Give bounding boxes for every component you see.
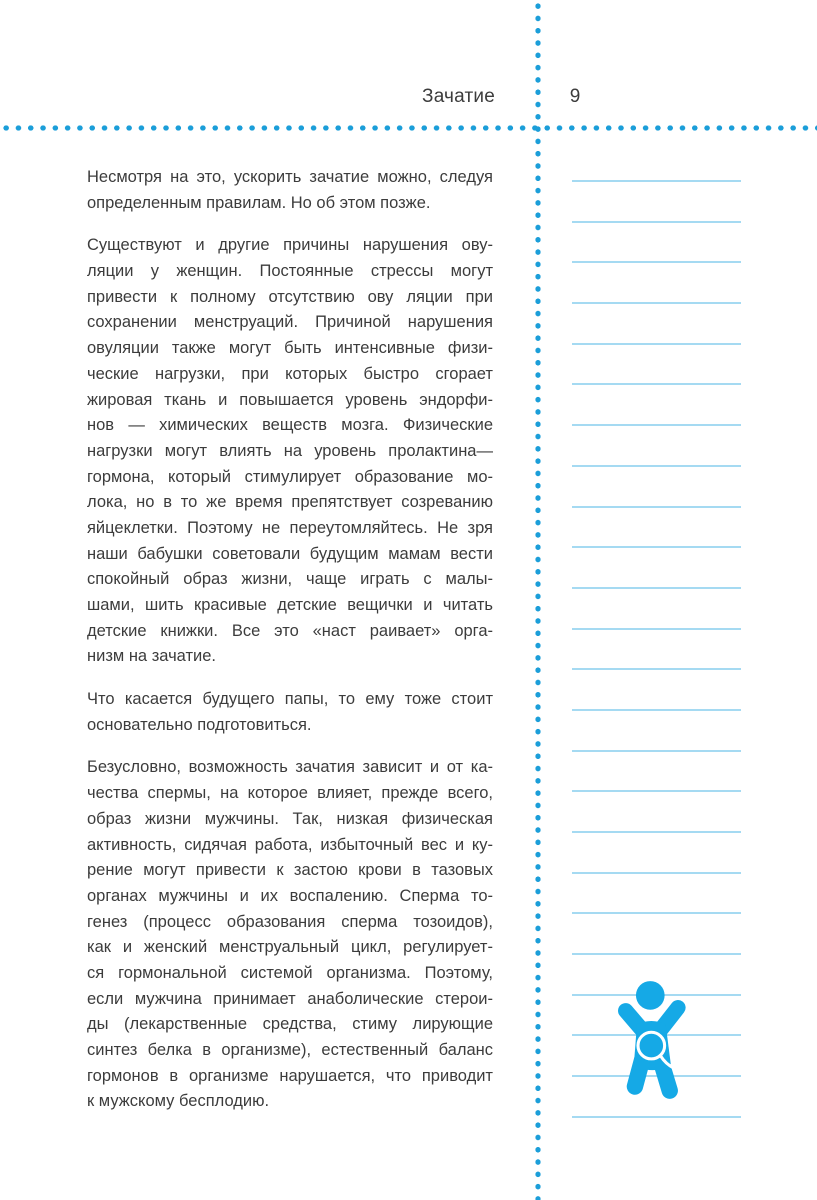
text-line: низм на зачатие.: [87, 647, 217, 666]
text-line: овуляции также могут быть интенсивные физи-: [87, 339, 493, 358]
note-rule-line: [572, 180, 741, 221]
text-line: чества спермы, на которое влияет, прежде всего,: [87, 784, 493, 803]
note-rule-line: [572, 465, 741, 506]
text-line: как и женский менструальный цикл, регулирует-: [87, 938, 493, 957]
text-line: гормона, который стимулирует образование мо-: [87, 467, 493, 486]
text-line: шами, шить красивые детские вещички и читать: [87, 596, 493, 614]
note-rule-line: [572, 709, 741, 750]
note-rule-line: [572, 424, 741, 465]
text-line: синтез белка в организме), естественный баланс: [87, 1041, 493, 1059]
vertical-dotted-divider: [534, 0, 542, 1200]
note-rule-line: [572, 668, 741, 709]
text-line: гормонов в организме нарушается, что приводит: [87, 1066, 493, 1085]
text-line: нагрузки могут влиять на уровень пролактина—: [87, 441, 493, 460]
text-line: Несмотря на это, ускорить зачатие можно, следуя: [87, 168, 493, 186]
note-rule-line: [572, 261, 741, 302]
note-rule-line: [572, 302, 741, 343]
text-line: спокойный образ жизни, чаще играть с малы-: [87, 570, 493, 589]
text-line: ды (лекарственные средства, стиму лирующие: [87, 1015, 493, 1034]
text-line: органах мужчины и их воспалению. Сперма то-: [87, 886, 493, 905]
paragraph: [87, 233, 493, 670]
text-line: нов — химических веществ мозга. Физические: [87, 416, 493, 435]
text-line: основательно подготовиться.: [87, 715, 312, 734]
note-rule-line: [572, 872, 741, 913]
paragraph: [87, 687, 493, 738]
note-rule-line: [572, 506, 741, 547]
text-line: определенным правилам. Но об этом позже.: [87, 193, 431, 212]
note-rule-line: [572, 790, 741, 831]
text-line: лока, но в то же время препятствует созреванию: [87, 493, 493, 512]
text-line: наши бабушки советовали будущим мамам вести: [87, 544, 493, 563]
text-line: сохранении менструаций. Причиной нарушения: [87, 313, 493, 332]
text-line: яйцеклетки. Поэтому не переутомляйтесь. Не зря: [87, 518, 493, 537]
text-line: жировая ткань и повышается уровень эндорфи-: [87, 390, 493, 409]
text-line: если мужчина принимает анаболические стерои-: [87, 989, 493, 1008]
text-line: образ жизни мужчины. Так, низкая физическая: [87, 809, 493, 828]
text-line: Что касается будущего папы, то ему тоже стоит: [87, 690, 493, 709]
horizontal-dotted-divider: [0, 124, 817, 132]
text-line: Безусловно, возможность зачатия зависит и от ка-: [87, 758, 493, 777]
note-rule-line: [572, 750, 741, 791]
note-rule-line: [572, 1116, 741, 1157]
note-rule-line: [572, 912, 741, 953]
note-rule-line: [572, 221, 741, 262]
note-rule-line: [572, 831, 741, 872]
body-text: [87, 165, 493, 1132]
note-rule-line: [572, 546, 741, 587]
text-line: генез (процесс образования сперма тозоидов),: [87, 912, 493, 931]
text-line: к мужскому бесплодию.: [87, 1092, 270, 1111]
note-rule-line: [572, 343, 741, 384]
note-rule-line: [572, 628, 741, 669]
note-rule-line: [572, 587, 741, 628]
text-line: активность, сидячая работа, избыточный вес и ку-: [87, 835, 493, 854]
text-line: рение могут привести к застою крови в тазовых: [87, 861, 493, 880]
child-with-magnifier-icon: [613, 978, 706, 1106]
text-line: привести к полному отсутствию ову ляции при: [87, 287, 493, 306]
paragraph: [87, 165, 493, 216]
text-line: детские книжки. Все это «наст раивает» орга-: [87, 621, 493, 640]
text-line: Существуют и другие причины нарушения ову-: [87, 236, 493, 255]
note-rule-line: [572, 383, 741, 424]
page-number: 9: [569, 86, 581, 107]
text-line: ся гормональной системой организма. Поэтому,: [87, 963, 493, 982]
text-line: ческие нагрузки, при которых быстро сгорает: [87, 364, 493, 383]
paragraph: [87, 755, 493, 1115]
chapter-title: Зачатие: [422, 86, 495, 107]
text-line: ляции у женщин. Постоянные стрессы могут: [87, 262, 493, 281]
